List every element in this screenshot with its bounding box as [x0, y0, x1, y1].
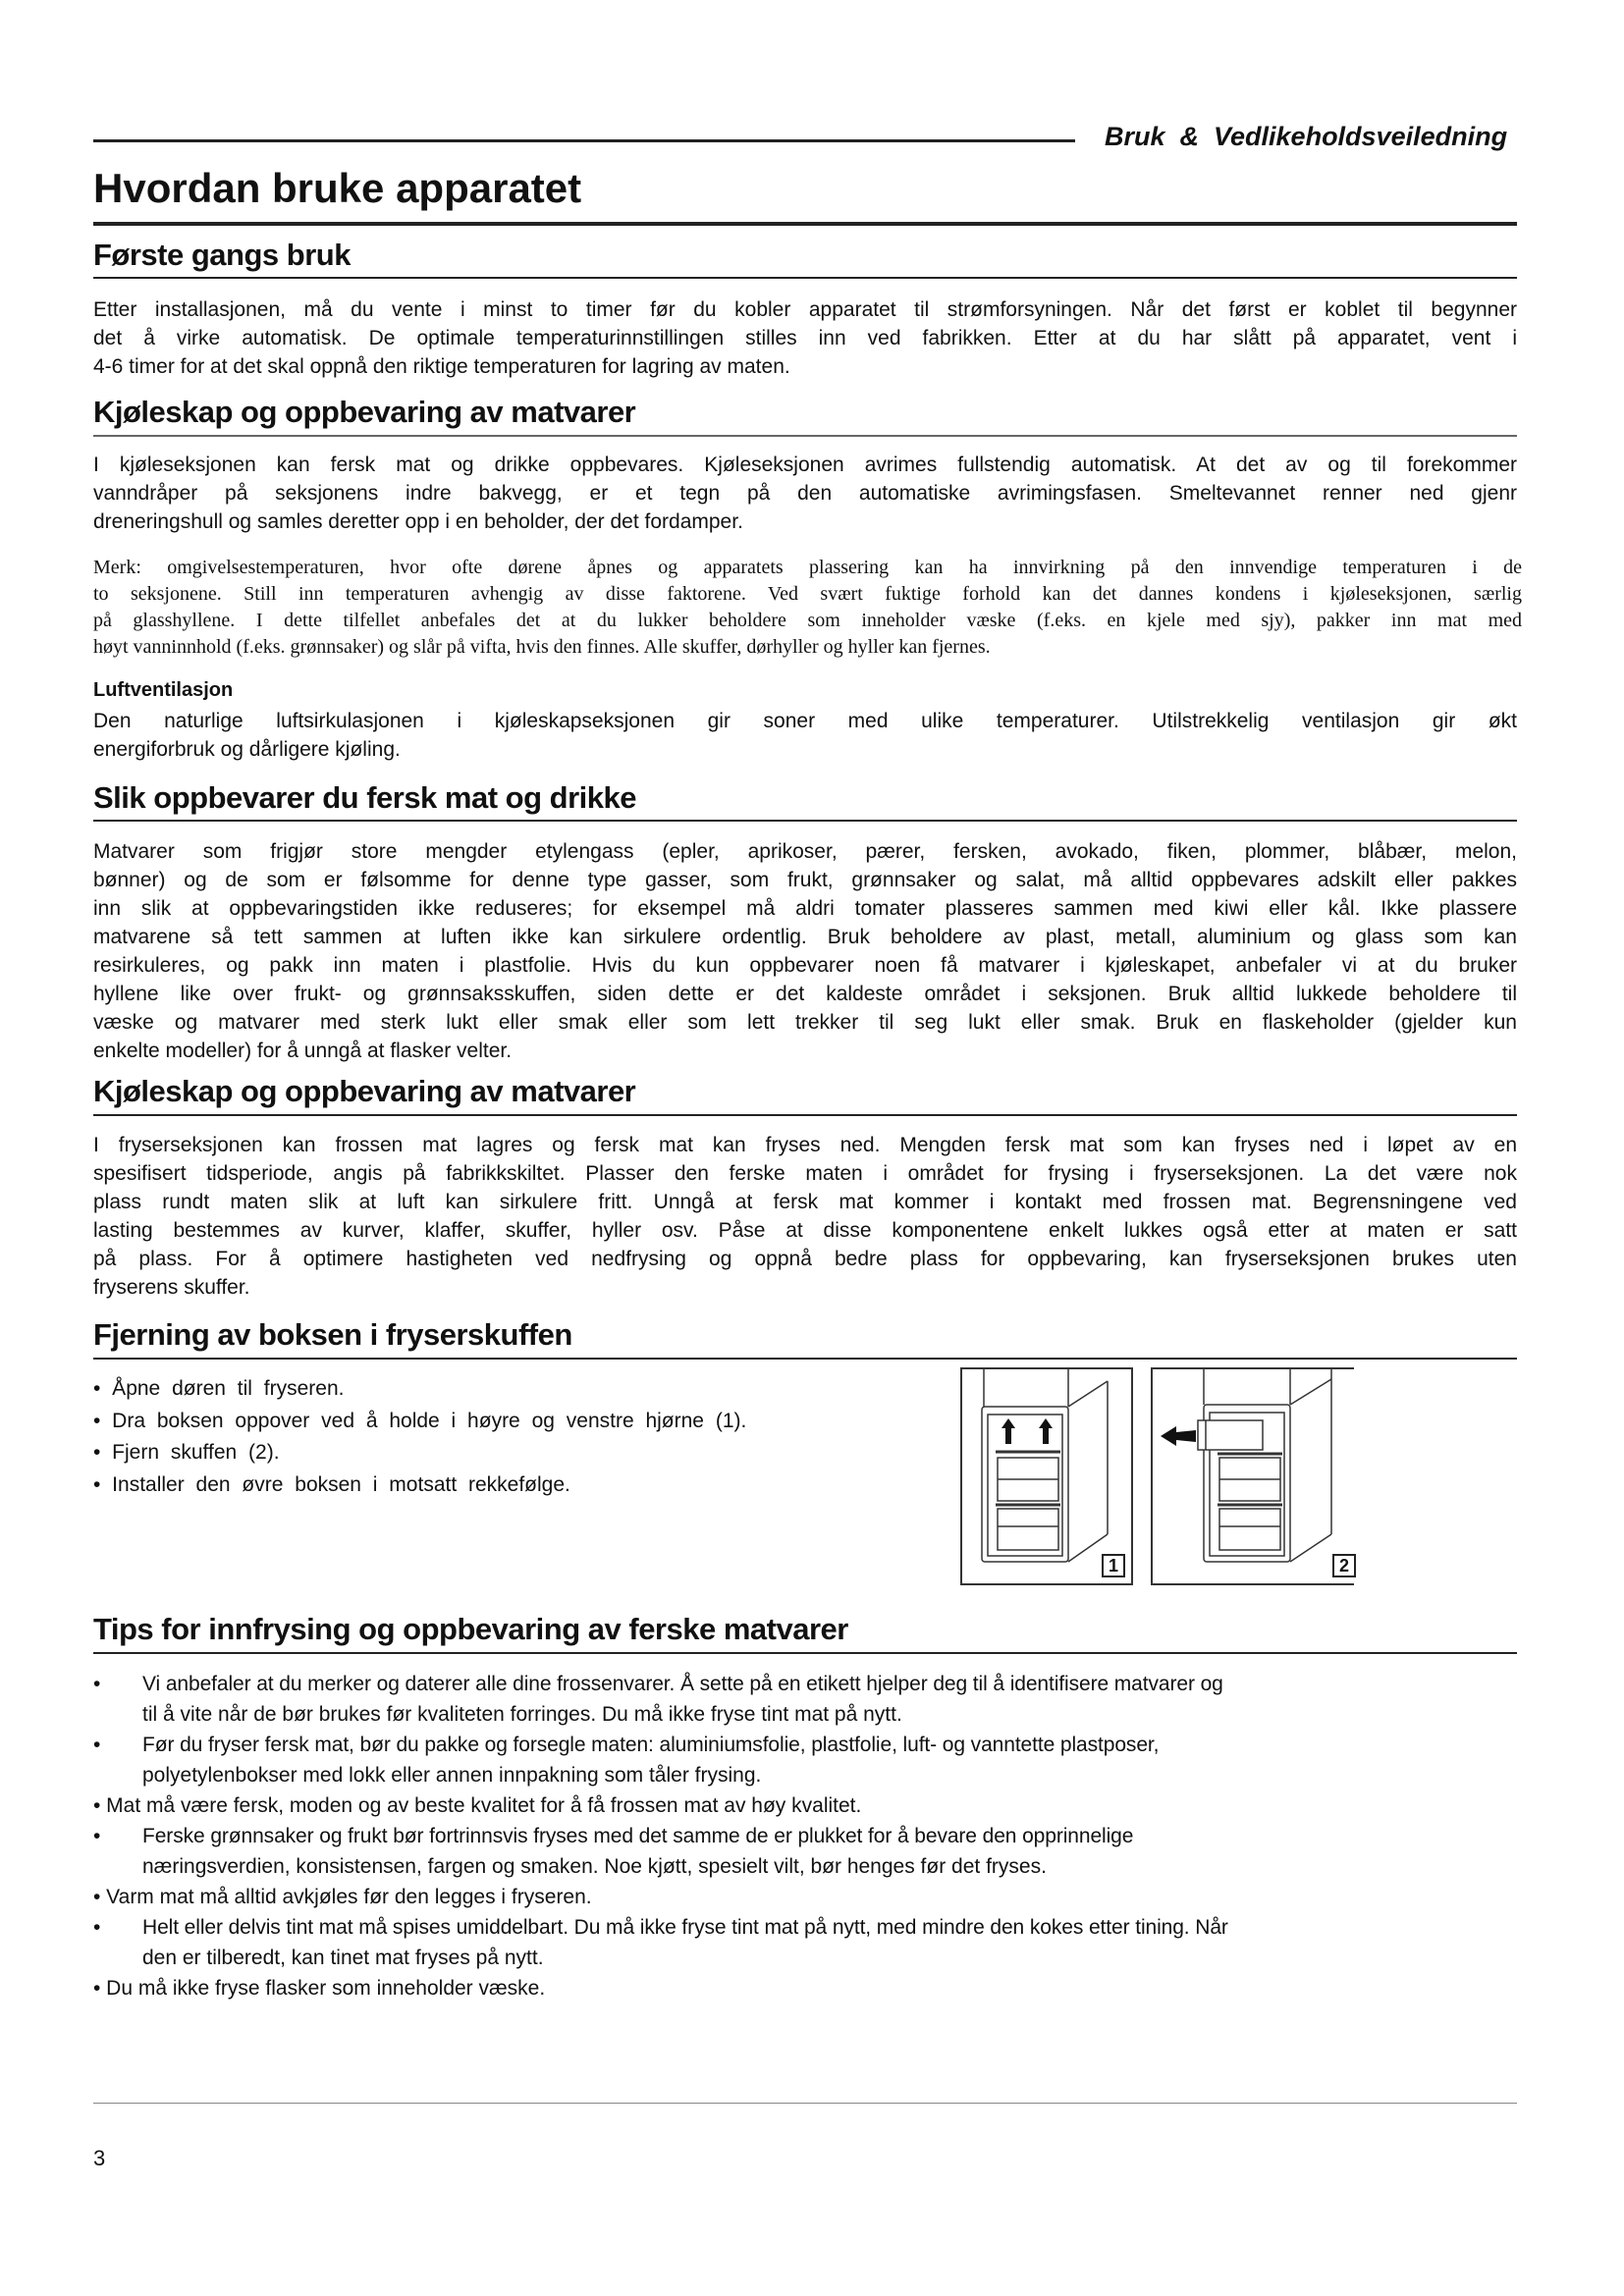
footer-rule: [93, 2103, 1517, 2104]
text-line: Merk: omgivelsestemperaturen, hvor ofte dørene åpnes og apparatets plassering kan ha innvirkning på den innvendige temperaturen i de: [93, 557, 1522, 578]
text-line: Etter installasjonen, må du vente i minst to timer før du kobler apparatet til strømforsyningen. Når det først er koblet til begynner: [93, 298, 1517, 321]
figure-number: 1: [1102, 1554, 1125, 1577]
text-line: Vi anbefaler at du merker og daterer alle dine frossenvarer. Å sette på en etikett hjelper deg til å identifisere matvarer og: [142, 1673, 1223, 1695]
first-use-paragraph: [93, 295, 1517, 381]
section-heading-tips: Tips for innfrysing og oppbevaring av ferske matvarer: [93, 1612, 848, 1646]
ventilation-paragraph: [93, 707, 1517, 764]
step-item: • Installer den øvre boksen i motsatt rekkefølge.: [93, 1472, 570, 1496]
text-line: • Mat må være fersk, moden og av beste kvalitet for å få frossen mat av høy kvalitet.: [93, 1794, 862, 1817]
fresh-storage-paragraph: [93, 837, 1517, 1065]
section-rule: [93, 1652, 1517, 1654]
section-rule: [93, 435, 1517, 437]
text-line: hyllene like over frukt- og grønnsaksskuffen, siden dette er det kaldeste området i seksjonen. Bruk alltid lukkede beholdere til: [93, 983, 1517, 1005]
step-item: • Åpne døren til fryseren.: [93, 1377, 345, 1400]
text-line: inn slik at oppbevaringstiden ikke reduseres; for eksempel må aldri tomater plasseres sammen med kiwi eller kål. Ikke plassere: [93, 897, 1517, 920]
section-rule: [93, 820, 1517, 822]
document-header-title: Bruk & Vedlikeholdsveiledning: [1105, 122, 1508, 151]
text-line: enkelte modeller) for å unngå at flasker velter.: [93, 1040, 513, 1062]
text-line: I kjøleseksjonen kan fersk mat og drikke oppbevares. Kjøleseksjonen avrimes fullstendig automatisk. At det av og til forekommer: [93, 454, 1517, 476]
bullet-icon: •: [93, 1916, 101, 1939]
fridge-note: [93, 555, 1522, 661]
tip-item: [93, 1790, 1517, 1821]
section-heading-drawer-removal: Fjerning av boksen i fryserskuffen: [93, 1317, 572, 1352]
text-line: væske og matvarer med sterk lukt eller smak eller som lett trekker til seg lukt eller smak. Bruk en flaskeholder (gjelder kun: [93, 1011, 1517, 1034]
title-rule: [93, 222, 1517, 226]
page-number: 3: [93, 2146, 106, 2170]
text-line: to seksjonene. Still inn temperaturen avhengig av disse faktorene. Ved svært fuktige forhold kan det dannes kondens i kjøleseksjonen, særlig: [93, 583, 1522, 605]
figure-remove-drawer: [1151, 1367, 1354, 1585]
ventilation-subheading: Luftventilasjon: [93, 679, 234, 701]
text-line: • Du må ikke fryse flasker som inneholder væske.: [93, 1977, 546, 2000]
text-line: • Varm mat må alltid avkjøles før den legges i fryseren.: [93, 1886, 592, 1908]
text-line: spesifisert tidsperiode, angis på fabrikkskiltet. Plasser den ferske maten i området for frysing i fryserseksjonen. La det være nok: [93, 1162, 1517, 1185]
page-title: Hvordan bruke apparatet: [93, 165, 582, 211]
step-item: • Fjern skuffen (2).: [93, 1441, 280, 1464]
figure-number: 2: [1332, 1554, 1356, 1577]
text-line: I fryserseksjonen kan frossen mat lagres og fersk mat kan fryses ned. Mengden fersk mat som kan fryses ned i løpet av en: [93, 1134, 1517, 1156]
text-line: høyt vanninnhold (f.eks. grønnsaker) og slår på vifta, hvis den finnes. Alle skuffer, dørhyller og hyller kan fjernes.: [93, 636, 991, 658]
text-line: det å virke automatisk. De optimale temperaturinnstillingen stilles inn ved fabrikken. Etter at du har slått på apparatet, vent i: [93, 327, 1517, 349]
section-rule: [93, 1114, 1517, 1116]
section-heading-fresh-storage: Slik oppbevarer du fersk mat og drikke: [93, 780, 636, 815]
text-line: lasting bestemmes av kurver, klaffer, skuffer, hyller osv. Påse at disse komponentene enkelt lukkes også etter at maten er satt: [93, 1219, 1517, 1242]
text-line: plass rundt maten slik at luft kan sirkulere fritt. Unngå at fersk mat kommer i kontakt med frossen mat. Begrensningene ved: [93, 1191, 1517, 1213]
tip-item: [93, 1912, 1517, 1973]
freezer-drawer-illustration: [1153, 1369, 1354, 1583]
bullet-icon: •: [93, 1673, 101, 1695]
step-item: • Dra boksen oppover ved å holde i høyre og venstre hjørne (1).: [93, 1409, 747, 1432]
tip-item: [93, 1882, 1517, 1912]
tip-item: [93, 1821, 1517, 1882]
text-line: energiforbruk og dårligere kjøling.: [93, 738, 401, 761]
text-line: resirkuleres, og pakk inn maten i plastfolie. Hvis du kun oppbevarer noen få matvarer i kjøleskapet, anbefaler vi at du bruker: [93, 954, 1517, 977]
tips-list: [93, 1669, 1517, 2003]
section-rule: [93, 1358, 1517, 1360]
section-heading-first-use: Første gangs bruk: [93, 238, 351, 272]
tip-item: [93, 1730, 1517, 1790]
text-line: Før du fryser fersk mat, bør du pakke og forsegle maten: aluminiumsfolie, plastfolie, luft- og vanntette plastposer,: [142, 1734, 1160, 1756]
freezer-paragraph: [93, 1131, 1517, 1302]
text-line: Den naturlige luftsirkulasjonen i kjøleskapseksjonen gir soner med ulike temperaturer. Utilstrekkelig ventilasjon gir økt: [93, 710, 1517, 732]
header-rule: [93, 139, 1075, 142]
figure-lift-box: [960, 1367, 1133, 1585]
text-line: til å vite når de bør brukes før kvaliteten forringes. Du må ikke fryse tint mat på nytt.: [142, 1703, 902, 1726]
text-line: næringsverdien, konsistensen, fargen og smaken. Noe kjøtt, spesielt vilt, bør henges før det fryses.: [142, 1855, 1047, 1878]
text-line: dreneringshull og samles deretter opp i en beholder, der det fordamper.: [93, 510, 743, 533]
fridge-paragraph: [93, 451, 1517, 536]
bullet-icon: •: [93, 1734, 101, 1756]
text-line: bønner) og de som er følsomme for denne type gasser, som frukt, grønnsaker og salat, må alltid oppbevares adskilt eller pakkes: [93, 869, 1517, 891]
text-line: 4-6 timer for at det skal oppnå den riktige temperaturen for lagring av maten.: [93, 355, 790, 378]
drawer-removal-steps: [93, 1373, 746, 1501]
section-heading-fridge: Kjøleskap og oppbevaring av matvarer: [93, 395, 636, 429]
tip-item: [93, 1973, 1517, 2003]
text-line: på glasshyllene. I dette tilfellet anbefales det at du lukker beholdere som inneholder væske (f.eks. en kjele med sjy), pakker inn mat med: [93, 610, 1522, 631]
freezer-lift-illustration: [962, 1369, 1131, 1583]
tip-item: [93, 1669, 1517, 1730]
text-line: fryserens skuffer.: [93, 1276, 250, 1299]
text-line: Helt eller delvis tint mat må spises umiddelbart. Du må ikke fryse tint mat på nytt, med mindre den kokes etter tining. Når: [142, 1916, 1228, 1939]
bullet-icon: •: [93, 1825, 101, 1847]
text-line: den er tilberedt, kan tinet mat fryses på nytt.: [142, 1947, 544, 1969]
text-line: vanndråper på seksjonens indre bakvegg, er et tegn på den automatiske avrimingsfasen. Smeltevannet renner ned gjenr: [93, 482, 1517, 505]
text-line: Ferske grønnsaker og frukt bør fortrinnsvis fryses med det samme de er plukket for å bevare den opprinnelige: [142, 1825, 1134, 1847]
text-line: matvarene så tett sammen at luften ikke kan sirkulere ordentlig. Bruk beholdere av plast, metall, aluminium og glass som kan: [93, 926, 1517, 948]
text-line: polyetylenbokser med lokk eller annen innpakning som tåler frysing.: [142, 1764, 762, 1787]
text-line: Matvarer som frigjør store mengder etylengass (epler, aprikoser, pærer, fersken, avokado, fiken, plommer, blåbær, melon,: [93, 840, 1517, 863]
arrow-left-icon: [1161, 1426, 1196, 1446]
text-line: på plass. For å optimere hastigheten ved nedfrysing og oppnå bedre plass for oppbevaring, kan fryserseksjonen brukes uten: [93, 1248, 1517, 1270]
section-heading-freezer: Kjøleskap og oppbevaring av matvarer: [93, 1074, 636, 1108]
section-rule: [93, 277, 1517, 279]
